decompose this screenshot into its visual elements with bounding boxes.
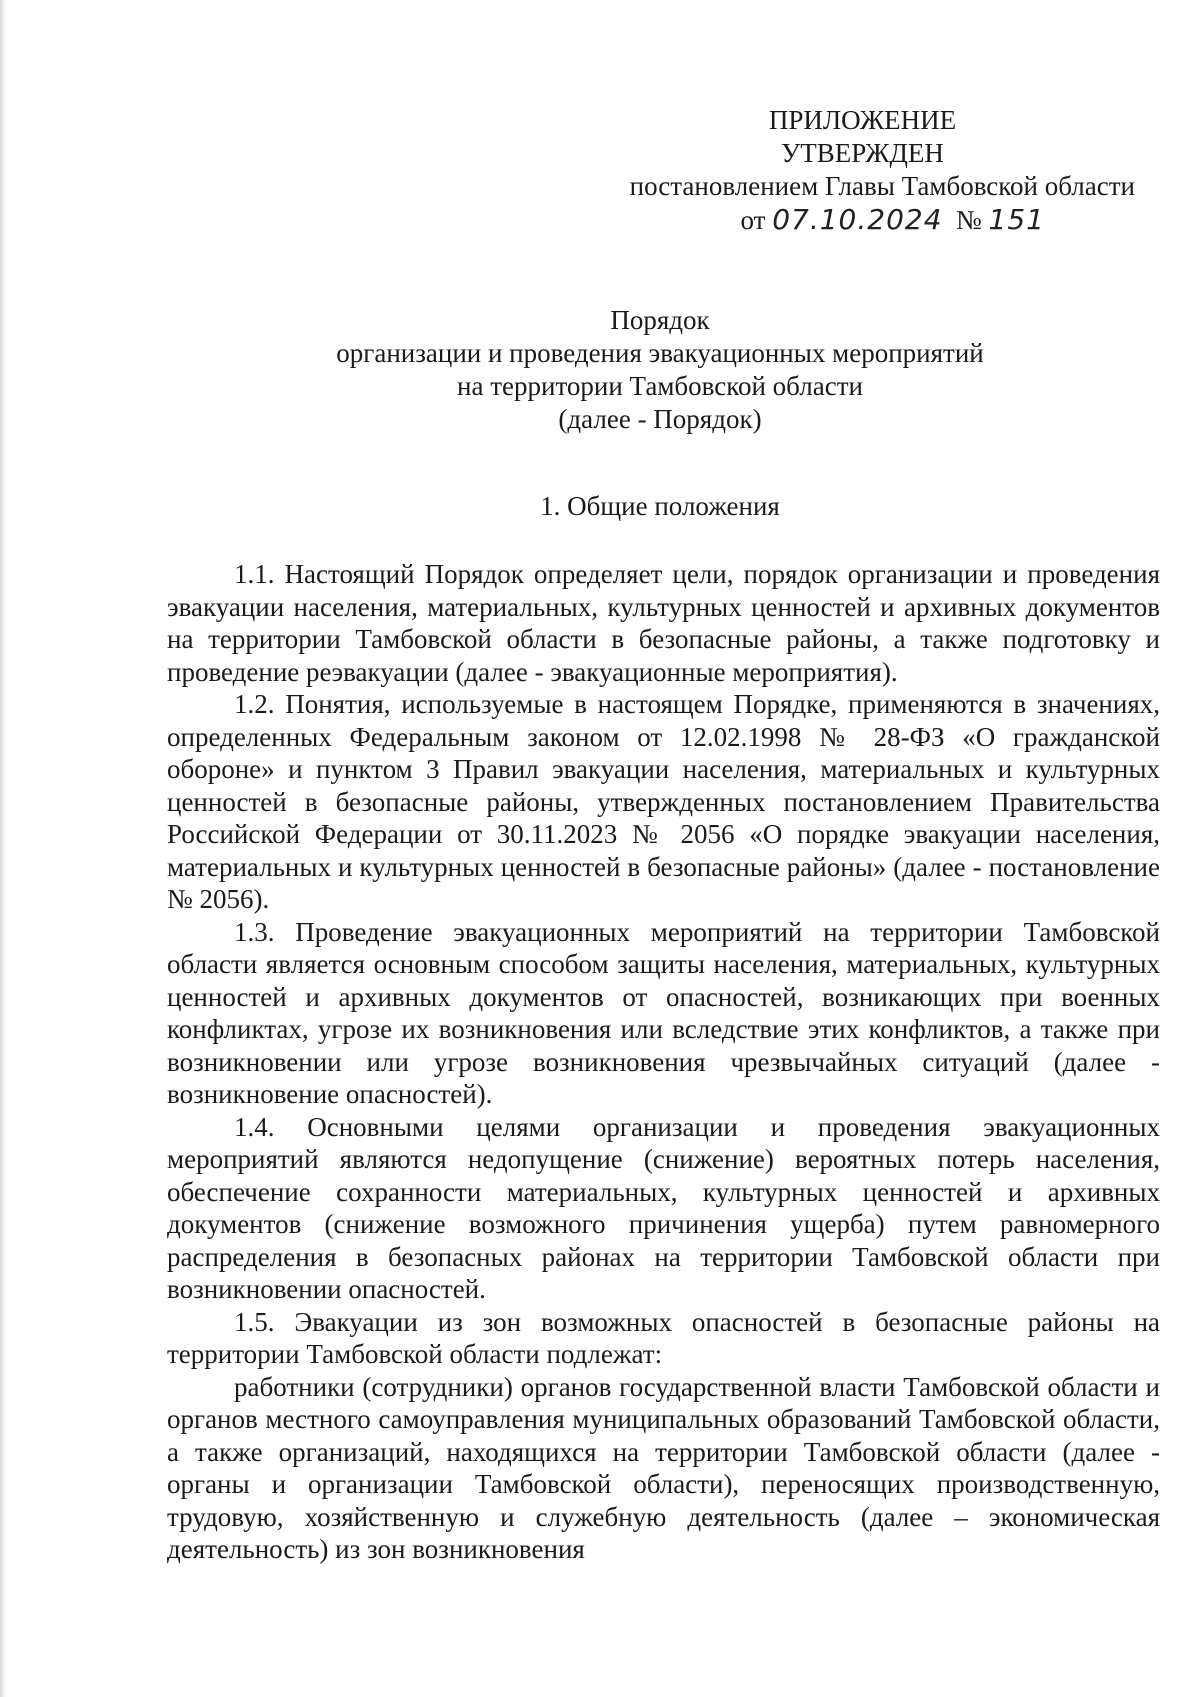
- date-prefix: от: [740, 205, 766, 235]
- document-title: [160, 304, 1160, 436]
- title-line-2: организации и проведения эвакуационных мероприятий: [336, 338, 984, 368]
- section-heading: 1. Общие положения: [540, 491, 780, 521]
- body-text: [167, 558, 1160, 1566]
- title-line-1: Порядок: [610, 305, 710, 335]
- issuer-line: постановлением Главы Тамбовской области: [629, 171, 1135, 201]
- number-sign: №: [956, 205, 982, 235]
- approval-block: [590, 104, 1135, 237]
- scan-edge-shadow: [0, 0, 6, 1697]
- paragraph-1-1: 1.1. Настоящий Порядок определяет цели, порядок организации и проведения эвакуации населения, материальных, культурных ценностей и архивных документов на территории Тамбовской области в безопасные районы, а также подготовку и проведение реэвакуации (далее - эвакуационные мероприятия).: [167, 559, 1160, 687]
- date-line: [590, 203, 1135, 237]
- paragraph-1-2: 1.2. Понятия, используемые в настоящем Порядке, применяются в значениях, определенных Федеральным законом от 12.02.1998 № 28-ФЗ «О гражданской обороне» и пунктом 3 Правил эвакуации населения, материальных и культурных ценностей в безопасные районы, утвержденных постановлением Правительства Российской Федерации от 30.11.2023 № 2056 «О порядке эвакуации населения, материальных и культурных ценностей в безопасные районы» (далее - постановление № 2056).: [167, 689, 1160, 914]
- paragraph-1-4: 1.4. Основными целями организации и проведения эвакуационных мероприятий являются недопущение (снижение) вероятных потерь населения, обеспечение сохранности материальных, культурных ценностей и архивных документов (снижение возможного причинения ущерба) путем равномерного распределения в безопасных районах на территории Тамбовской области при возникновении опасностей.: [167, 1111, 1160, 1304]
- handwritten-number: 151: [988, 203, 1045, 236]
- paragraph-1-5: 1.5. Эвакуации из зон возможных опасностей в безопасные районы на территории Тамбовской области подлежат:: [167, 1306, 1160, 1369]
- approved-label: УТВЕРЖДЕН: [781, 138, 944, 168]
- handwritten-date: 07.10.2024: [772, 203, 943, 236]
- paragraph-1-3: 1.3. Проведение эвакуационных мероприятий на территории Тамбовской области является основным способом защиты населения, материальных, культурных ценностей и архивных документов от опасностей, возникающих при военных конфликтах, угрозе их возникновения или вследствие этих конфликтов, а также при возникновении или угрозе возникновения чрезвычайных ситуаций (далее - возникновение опасностей).: [167, 916, 1160, 1109]
- paragraph-1-5-item: работники (сотрудники) органов государственной власти Тамбовской области и органов местного самоуправления муниципальных образований Тамбовской области, а также организаций, находящихся на территории Тамбовской области (далее - органы и организации Тамбовской области), переносящих производственную, трудовую, хозяйственную и служебную деятельность (далее – экономическая деятельность) из зон возникновения: [167, 1371, 1160, 1564]
- title-line-4: (далее - Порядок): [558, 404, 762, 434]
- appendix-label: ПРИЛОЖЕНИЕ: [768, 105, 957, 135]
- title-line-3: на территории Тамбовской области: [457, 371, 863, 401]
